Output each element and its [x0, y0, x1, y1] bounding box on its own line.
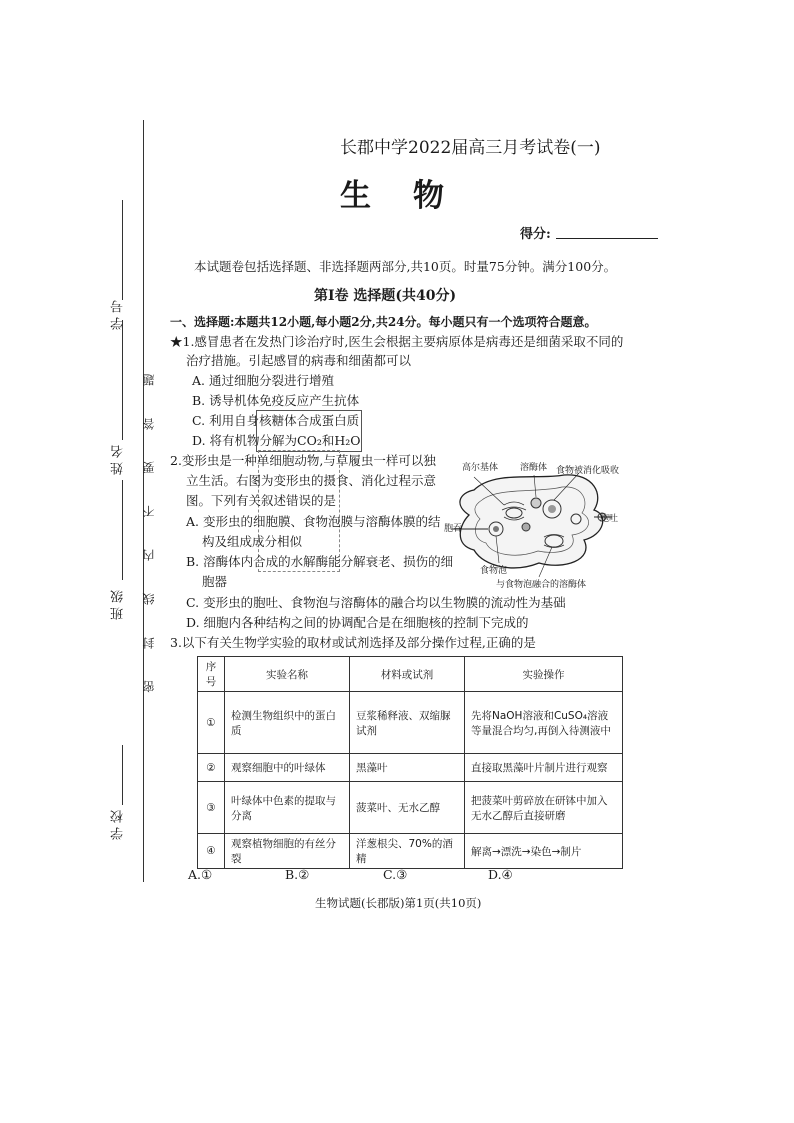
- header-no: 序号: [198, 657, 225, 692]
- name-label: 姓 名: [111, 445, 126, 476]
- q2-stem-line2: 立生活。右图为变形虫的摄食、消化过程示意: [186, 473, 437, 488]
- q2-option-c: C. 变形虫的胞吐、食物泡与溶酶体的融合均以生物膜的流动性为基础: [186, 595, 566, 610]
- school-label: 学 校: [111, 810, 126, 841]
- score-label: 得分:: [520, 227, 551, 242]
- seal-text: 密 封 线 内 不 要 答 题: [142, 360, 156, 693]
- name-blank: [122, 320, 123, 440]
- q2-option-a2: 构及组成成分相似: [202, 534, 303, 549]
- q2-option-d: D. 细胞内各种结构之间的协调配合是在细胞核的控制下完成的: [186, 615, 529, 630]
- subject-title: 生物: [340, 178, 486, 214]
- q2-option-b1: B. 溶酶体内合成的水解酶能分解衰老、损伤的细: [186, 554, 454, 569]
- label-golgi: 高尔基体: [462, 463, 499, 473]
- section-instruction: 一、选择题:本题共12小题,每小题2分,共24分。每小题只有一个选项符合题意。: [170, 315, 597, 329]
- intro-text: 本试题卷包括选择题、非选择题两部分,共10页。时量75分钟。满分100分。: [194, 259, 617, 274]
- row-no: ③: [198, 782, 225, 834]
- label-endocytosis: 胞吞: [444, 524, 463, 534]
- school-blank: [122, 745, 123, 805]
- q1-option-d: D. 将有机物分解为CO₂和H₂O: [192, 433, 361, 448]
- amoeba-diagram: [444, 455, 624, 595]
- row-material: 豆浆稀释液、双缩脲试剂: [350, 692, 465, 754]
- table-row: [198, 834, 623, 869]
- row-material: 洋葱根尖、70%的酒精: [350, 834, 465, 869]
- scan-mark-box: [256, 410, 362, 452]
- row-operation: 解离→漂洗→染色→制片: [465, 834, 623, 869]
- q2-stem-line1: 2.变形虫是一种单细胞动物,与草履虫一样可以独: [170, 453, 436, 468]
- class-label: 班 级: [111, 590, 126, 621]
- id-blank: [122, 200, 123, 300]
- label-digest: 食物被消化吸收: [556, 466, 620, 476]
- q1-option-a: A. 通过细胞分裂进行增殖: [192, 373, 334, 388]
- q2-option-b2: 胞器: [202, 574, 228, 589]
- q3-stem: 3.以下有关生物学实验的取材或试剂选择及部分操作过程,正确的是: [170, 635, 536, 650]
- label-lysosome: 溶酶体: [520, 463, 548, 473]
- header-name: 实验名称: [225, 657, 350, 692]
- q3-option-c: C.③: [383, 867, 408, 882]
- class-blank: [122, 480, 123, 580]
- q3-option-b: B.②: [285, 867, 310, 882]
- row-operation: 先将NaOH溶液和CuSO₄溶液等量混合均匀,再倒入待测液中: [465, 692, 623, 754]
- row-material: 菠菜叶、无水乙醇: [350, 782, 465, 834]
- row-operation: 把菠菜叶剪碎放在研钵中加入无水乙醇后直接研磨: [465, 782, 623, 834]
- row-name: 观察植物细胞的有丝分裂: [225, 834, 350, 869]
- row-name: 检测生物组织中的蛋白质: [225, 692, 350, 754]
- row-no: ④: [198, 834, 225, 869]
- row-operation: 直接取黑藻叶片制片进行观察: [465, 754, 623, 782]
- q3-option-d: D.④: [488, 867, 513, 882]
- q1-stem-line1: ★1.感冒患者在发热门诊治疗时,医生会根据主要病原体是病毒还是细菌采取不同的: [170, 334, 624, 349]
- row-no: ①: [198, 692, 225, 754]
- row-material: 黑藻叶: [350, 754, 465, 782]
- experiment-table: [197, 656, 623, 869]
- amoeba-svg: [444, 455, 624, 595]
- q2-option-a1: A. 变形虫的细胞膜、食物泡膜与溶酶体膜的结: [186, 514, 441, 529]
- section-title: 第Ⅰ卷 选择题(共40分): [314, 288, 457, 304]
- row-no: ②: [198, 754, 225, 782]
- q1-option-b: B. 诱导机体免疫反应产生抗体: [192, 393, 360, 408]
- table-row: [198, 692, 623, 754]
- label-fused-lysosome: 与食物泡融合的溶酶体: [496, 580, 587, 590]
- q1-stem-line2: 治疗措施。引起感冒的病毒和细菌都可以: [186, 353, 412, 368]
- row-name: 观察细胞中的叶绿体: [225, 754, 350, 782]
- table-row: [198, 782, 623, 834]
- q1-option-c: C. 利用自身核糖体合成蛋白质: [192, 413, 360, 428]
- label-exocytosis: 胞吐: [600, 514, 619, 524]
- label-food-vacuole: 食物泡: [480, 566, 508, 576]
- header-operation: 实验操作: [465, 657, 623, 692]
- table-row: [198, 754, 623, 782]
- table-header-row: [198, 657, 623, 692]
- q3-option-a: A.①: [188, 867, 213, 882]
- page-footer: 生物试题(长郡版)第1页(共10页): [315, 896, 482, 910]
- score-blank[interactable]: [556, 238, 658, 239]
- row-name: 叶绿体中色素的提取与分离: [225, 782, 350, 834]
- header-material: 材料或试剂: [350, 657, 465, 692]
- q2-stem-line3: 图。下列有关叙述错误的是: [186, 493, 337, 508]
- id-label: 学 号: [111, 300, 126, 331]
- exam-title: 长郡中学2022届高三月考试卷(一): [340, 138, 601, 158]
